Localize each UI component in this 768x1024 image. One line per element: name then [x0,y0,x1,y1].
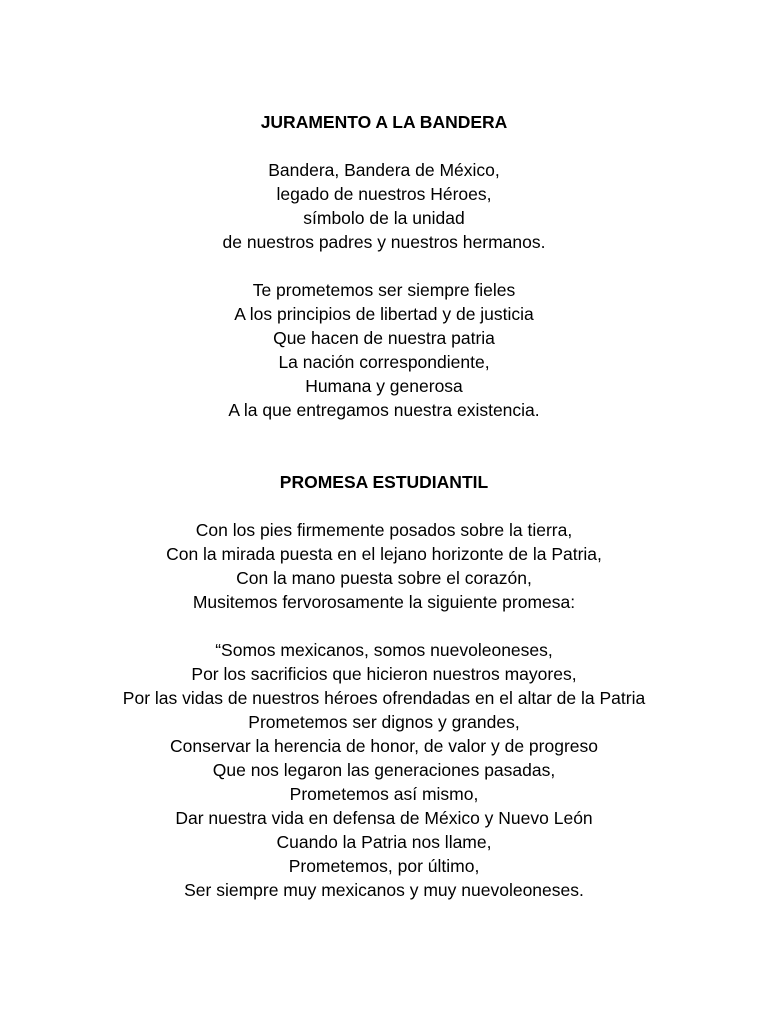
verse-line: Ser siempre muy mexicanos y muy nuevoleoneses. [184,880,584,900]
promesa-section [0,470,768,902]
verse-line: Te prometemos ser siempre fieles [252,280,516,300]
verse-line: Con la mirada puesta en el lejano horizonte de la Patria, [166,544,602,564]
verse-line: Cuando la Patria nos llame, [276,832,492,852]
verse-line: Por las vidas de nuestros héroes ofrendadas en el altar de la Patria [122,688,646,708]
promesa-stanza-2 [0,638,768,902]
promesa-title: PROMESA ESTUDIANTIL [279,472,489,492]
verse-line: símbolo de la unidad [303,208,465,228]
juramento-stanza-2 [0,278,768,422]
juramento-title: JURAMENTO A LA BANDERA [260,112,508,132]
verse-line: legado de nuestros Héroes, [276,184,492,204]
verse-line: de nuestros padres y nuestros hermanos. [222,232,546,252]
verse-line: Prometemos así mismo, [289,784,479,804]
verse-line: Bandera, Bandera de México, [268,160,500,180]
verse-line: Que nos legaron las generaciones pasadas, [212,760,556,780]
verse-line: Prometemos ser dignos y grandes, [248,712,520,732]
verse-line: Conservar la herencia de honor, de valor y de progreso [169,736,599,756]
juramento-section [0,110,768,422]
verse-line: A los principios de libertad y de justicia [234,304,534,324]
verse-line: Prometemos, por último, [288,856,480,876]
juramento-stanza-1 [0,158,768,254]
verse-line: La nación correspondiente, [278,352,490,372]
verse-line: A la que entregamos nuestra existencia. [228,400,540,420]
verse-line: Musitemos fervorosamente la siguiente promesa: [192,592,576,612]
promesa-stanza-1 [0,518,768,614]
verse-line: Humana y generosa [305,376,463,396]
verse-line: Con la mano puesta sobre el corazón, [236,568,532,588]
verse-line: Con los pies firmemente posados sobre la tierra, [195,520,573,540]
verse-line: “Somos mexicanos, somos nuevoleoneses, [215,640,553,660]
verse-line: Que hacen de nuestra patria [273,328,495,348]
verse-line: Por los sacrificios que hicieron nuestros mayores, [191,664,577,684]
verse-line: Dar nuestra vida en defensa de México y Nuevo León [175,808,593,828]
